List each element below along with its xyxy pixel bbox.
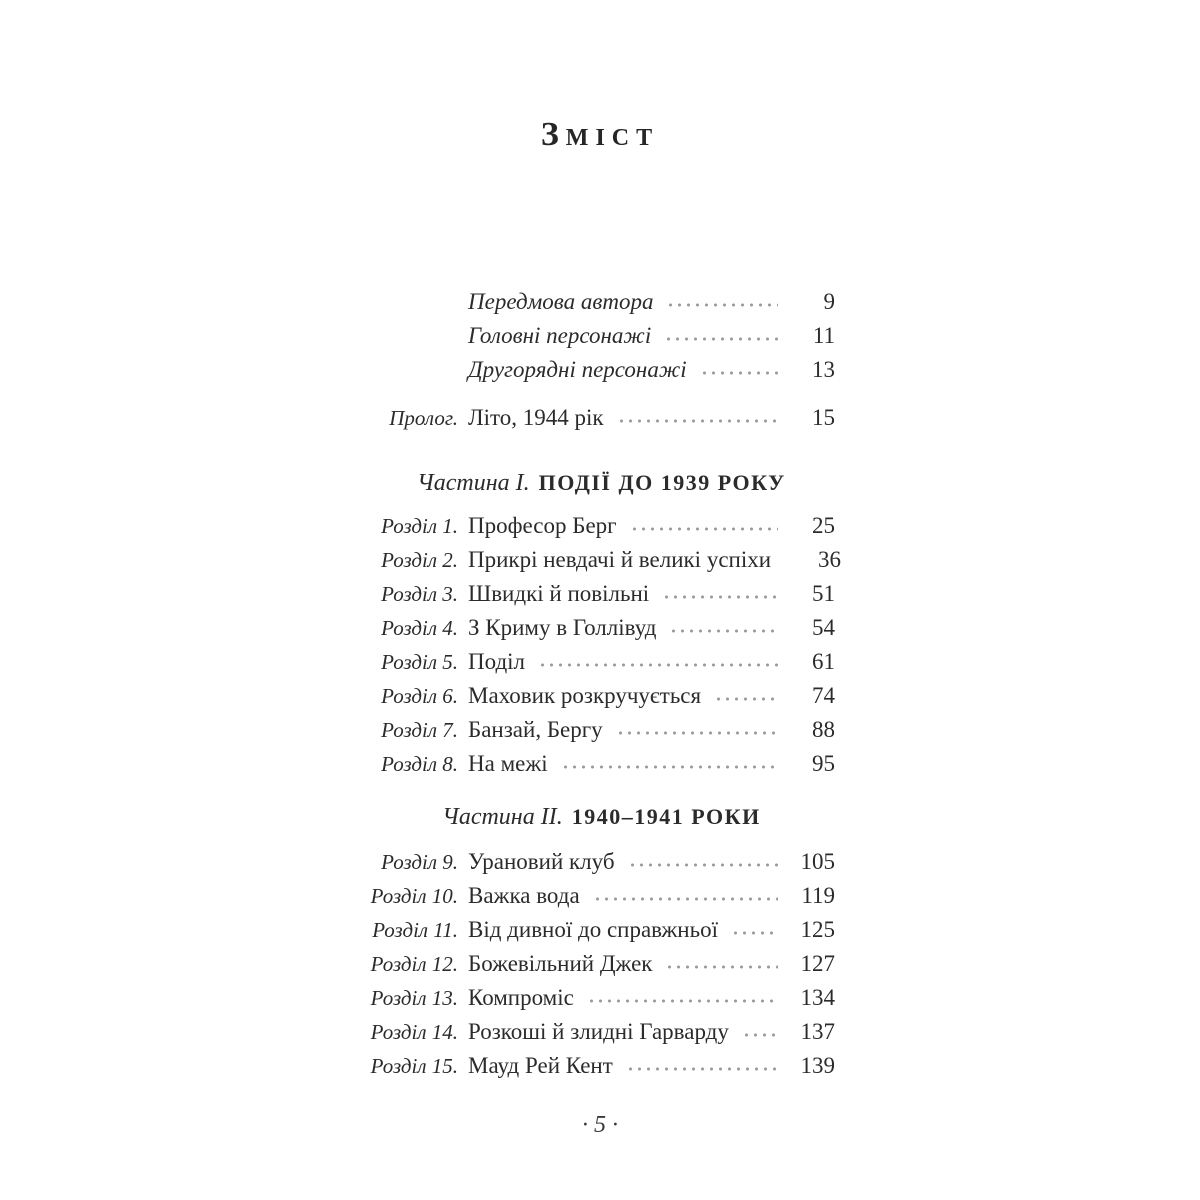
entry-page-number: 119 xyxy=(801,883,835,908)
toc-entry-chapter xyxy=(368,947,835,981)
entry-title: Головні персонажі xyxy=(468,323,652,348)
toc-entry-chapter xyxy=(368,981,835,1015)
dot-leader xyxy=(662,577,778,611)
toc-entry-chapter xyxy=(368,713,835,747)
entry-label: Пролог. xyxy=(389,406,458,430)
entry-label: Розділ 11. xyxy=(372,918,458,942)
dot-leader xyxy=(587,981,778,1015)
entry-title: Літо, 1944 рік xyxy=(468,405,604,430)
entry-page-number: 25 xyxy=(812,513,835,538)
entry-page-number: 88 xyxy=(812,717,835,742)
dot-leader xyxy=(628,845,778,879)
entry-title: Банзай, Бергу xyxy=(468,717,603,742)
toc-entry-chapter xyxy=(368,1049,835,1083)
entry-page-number: 36 xyxy=(818,547,842,572)
entry-page-number: 11 xyxy=(812,323,835,348)
dot-leader xyxy=(714,679,778,713)
entry-title: Передмова автора xyxy=(468,289,654,314)
entry-page-number: 125 xyxy=(800,917,835,942)
dot-leader xyxy=(665,947,778,981)
entry-page-number: 134 xyxy=(800,985,835,1010)
entry-label: Розділ 13. xyxy=(370,986,458,1010)
entry-title: Швидкі й повільні xyxy=(468,581,650,606)
part-title: 1940–1941 РОКИ xyxy=(571,804,761,829)
toc-entry-front-matter xyxy=(368,319,835,353)
dot-leader xyxy=(617,401,778,435)
entry-title: Урановий клуб xyxy=(468,849,615,874)
entry-page-number: 13 xyxy=(812,357,835,382)
toc-entry-chapter xyxy=(368,1015,835,1049)
entry-title: На межі xyxy=(468,751,548,776)
dot-leader xyxy=(626,1049,778,1083)
entry-page-number: 54 xyxy=(812,615,835,640)
toc-entry-chapter xyxy=(368,679,835,713)
dot-leader xyxy=(630,509,778,543)
entry-title: Другорядні персонажі xyxy=(468,357,687,382)
part-label: Частина I. xyxy=(417,470,530,496)
entry-page-number: 74 xyxy=(812,683,835,708)
dot-leader xyxy=(700,353,778,387)
entry-label: Розділ 12. xyxy=(370,952,458,976)
dot-leader xyxy=(742,1015,778,1049)
entry-page-number: 105 xyxy=(800,849,835,874)
toc-entry-chapter xyxy=(368,509,835,543)
dot-leader xyxy=(593,879,778,913)
entry-label: Розділ 7. xyxy=(381,718,458,742)
entry-label xyxy=(368,285,458,319)
toc-entry-chapter xyxy=(368,747,835,781)
entry-title: З Криму в Голлівуд xyxy=(468,615,657,640)
part-heading xyxy=(368,797,835,837)
part-2-chapters xyxy=(368,845,835,1083)
entry-label: Розділ 6. xyxy=(381,684,458,708)
part-label: Частина II. xyxy=(442,804,563,830)
toc-entry-front-matter xyxy=(368,353,835,387)
toc-entry-chapter xyxy=(368,913,835,947)
entry-label: Розділ 4. xyxy=(381,616,458,640)
entry-label: Розділ 8. xyxy=(381,752,458,776)
entry-page-number: 127 xyxy=(800,951,835,976)
entry-label: Розділ 9. xyxy=(381,850,458,874)
toc-entry-chapter xyxy=(368,845,835,879)
entry-title: Компроміс xyxy=(468,985,574,1010)
entry-label xyxy=(368,319,458,353)
entry-label: Розділ 2. xyxy=(381,548,458,572)
entry-page-number: 139 xyxy=(800,1053,835,1078)
entry-title: Професор Берг xyxy=(468,513,617,538)
toc-entry-prologue xyxy=(368,401,835,435)
entry-title: Від дивної до справжньої xyxy=(468,917,718,942)
folio-page-number: · 5 · xyxy=(582,1112,618,1138)
entry-label: Розділ 3. xyxy=(381,582,458,606)
page-title: Зміст xyxy=(540,116,660,153)
entry-page-number: 15 xyxy=(812,405,835,430)
dot-leader xyxy=(666,285,778,319)
part-heading xyxy=(368,463,835,503)
entry-title: Прикрі невдачі й великі успіхи xyxy=(468,547,772,572)
entry-label: Розділ 15. xyxy=(370,1054,458,1078)
dot-leader xyxy=(664,319,778,353)
part-1-chapters xyxy=(368,509,842,781)
dot-leader xyxy=(616,713,778,747)
dot-leader xyxy=(669,611,778,645)
entry-title: Мауд Рей Кент xyxy=(468,1053,613,1078)
entry-title: Божевільний Джек xyxy=(468,951,653,976)
part-title: ПОДІЇ ДО 1939 РОКУ xyxy=(538,470,786,495)
toc-entry-chapter xyxy=(368,645,835,679)
entry-page-number: 95 xyxy=(812,751,835,776)
table-of-contents xyxy=(368,285,842,1083)
entry-page-number: 137 xyxy=(800,1019,835,1044)
entry-label: Розділ 10. xyxy=(370,884,458,908)
toc-entry-front-matter xyxy=(368,285,835,319)
toc-entry-chapter xyxy=(368,879,835,913)
entry-label: Розділ 14. xyxy=(370,1020,458,1044)
toc-entry-chapter xyxy=(368,611,835,645)
entry-title: Важка вода xyxy=(468,883,580,908)
entry-page-number: 51 xyxy=(812,581,835,606)
entry-page-number: 61 xyxy=(812,649,835,674)
entry-label: Розділ 5. xyxy=(381,650,458,674)
entry-title: Маховик розкручується xyxy=(468,683,702,708)
entry-label: Розділ 1. xyxy=(381,514,458,538)
dot-leader xyxy=(561,747,778,781)
entry-label xyxy=(368,353,458,387)
toc-entry-chapter xyxy=(368,543,842,577)
dot-leader xyxy=(538,645,778,679)
entry-title: Розкоші й злидні Гарварду xyxy=(468,1019,729,1044)
dot-leader xyxy=(731,913,778,947)
entry-page-number: 9 xyxy=(823,289,835,314)
entry-title: Поділ xyxy=(468,649,526,674)
toc-entry-chapter xyxy=(368,577,835,611)
